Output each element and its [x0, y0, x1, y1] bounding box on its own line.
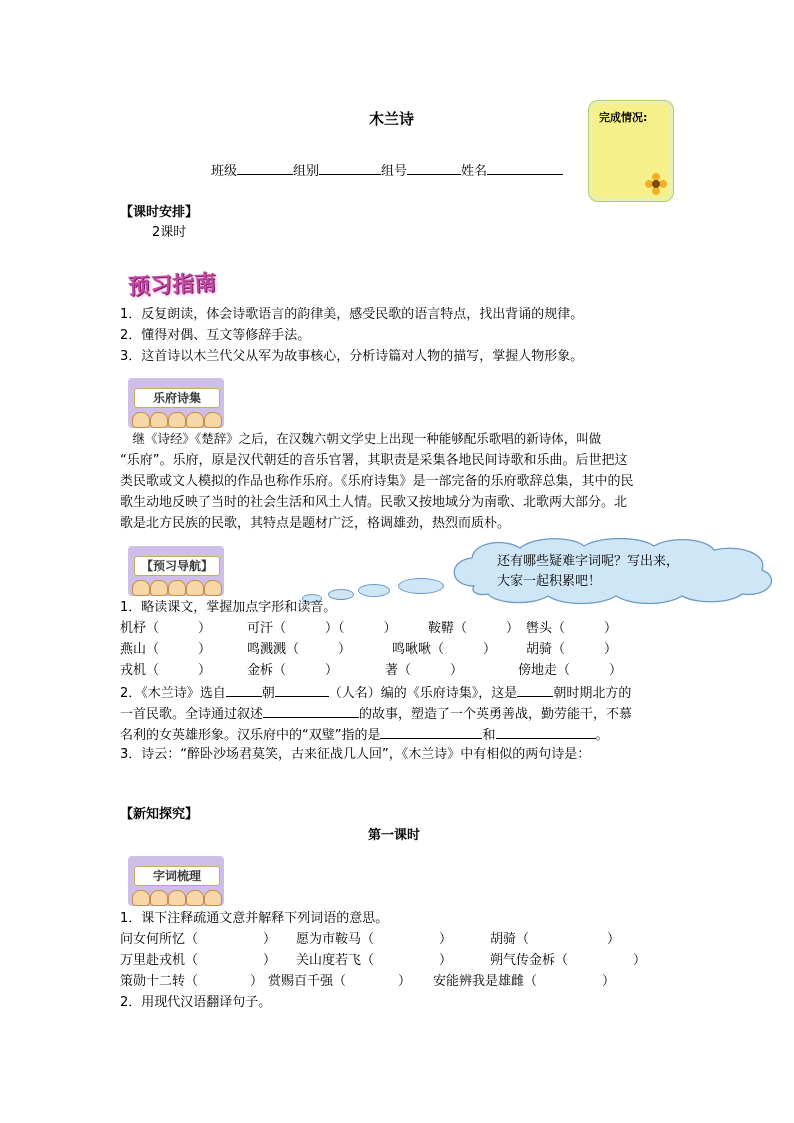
flower-icon	[643, 171, 669, 197]
class-info-line	[211, 160, 563, 182]
pinyin-item[interactable]: 鸣溅溅（ ）	[247, 642, 352, 657]
word-item[interactable]: 胡骑（ ）	[490, 932, 621, 947]
nav-q2-text: 朝时期北方的	[553, 686, 632, 701]
nav-question-2-line2	[120, 703, 632, 725]
class-label: 班级	[211, 164, 238, 179]
nav-q2-text: 朝	[261, 686, 275, 701]
period-blank[interactable]	[517, 682, 553, 697]
cloud-text: 大家一起积累吧！	[497, 574, 602, 589]
word-item[interactable]: 安能辨我是雄雌（ ）	[433, 974, 616, 989]
badge-label: 乐府诗集	[134, 388, 220, 408]
pinyin-item[interactable]: 鞍鞯（ ）	[428, 621, 520, 636]
pinyin-item[interactable]: 胡骑（ ）	[526, 642, 618, 657]
badge-label: 字词梳理	[134, 866, 220, 886]
nav-question-2	[120, 682, 631, 704]
nav-question-3: 3．诗云：“醉卧沙场君莫笑，古来征战几人回”，《木兰诗》中有相似的两句诗是：	[120, 747, 591, 762]
word-item[interactable]: 策勋十二转（ ）	[120, 974, 264, 989]
schedule-value: 2课时	[152, 225, 187, 240]
editor-blank[interactable]	[275, 682, 329, 697]
word-item[interactable]: 问女何所忆（ ）	[120, 932, 277, 947]
words-question-1: 1．课下注释疏通文意并解释下列词语的意思。	[120, 911, 389, 926]
preview-guide-heading: 预习指南	[127, 270, 217, 301]
badge-label: 【预习导航】	[134, 556, 220, 576]
pinyin-item[interactable]: 著（ ）	[385, 663, 464, 678]
schedule-header: 【课时安排】	[120, 205, 199, 220]
thought-dot	[398, 578, 444, 594]
yuefu-paragraph-line: 继《诗经》《楚辞》之后，在汉魏六朝文学史上出现一种能够配乐歌唱的新诗体，叫做	[120, 431, 602, 446]
group-label: 组别	[293, 164, 320, 179]
pinyin-item[interactable]: 鸣啾啾（ ）	[392, 642, 497, 657]
dynasty-blank[interactable]	[226, 682, 262, 697]
goal-item: 1．反复朗读，体会诗歌语言的韵律美，感受民歌的语言特点，找出背诵的规律。	[120, 307, 584, 322]
word-item[interactable]: 关山度若飞（ ）	[296, 953, 453, 968]
group-blank[interactable]	[319, 160, 381, 175]
yuefu-paragraph-line: 歌是北方民族的民歌，其特点是题材广泛，格调雄劲，热烈而质朴。	[120, 516, 511, 531]
nav-q2-text: （人名）编的《乐府诗集》，这是	[328, 686, 518, 701]
pinyin-item[interactable]: 可汗（ ）（ ）	[247, 621, 397, 636]
completion-status-label: 完成情况:	[599, 111, 648, 124]
thought-dot	[358, 584, 390, 597]
nav-q2-text: 2．《木兰诗》选自	[120, 686, 226, 701]
nav-q2-text: 名利的女英雄形象。汉乐府中的“双璧”指的是	[120, 728, 381, 743]
nav-q2-text: 和	[482, 728, 496, 743]
pinyin-item[interactable]: 燕山（ ）	[120, 642, 212, 657]
nav-q2-text: 一首民歌。全诗通过叙述	[120, 707, 264, 722]
cloud-text: 还有哪些疑难字词呢？写出来，	[497, 554, 680, 569]
yuefu-paragraph-line: “乐府”。乐府，原是汉代朝廷的音乐官署，其职责是采集各地民间诗歌和乐曲。后世把这	[120, 453, 628, 468]
pinyin-item[interactable]: 傍地走（ ）	[518, 663, 623, 678]
goal-item: 2．懂得对偶、互文等修辞手法。	[120, 328, 311, 343]
lesson-title: 第一课时	[368, 828, 421, 843]
word-item[interactable]: 愿为市鞍马（ ）	[296, 932, 453, 947]
section-badge-preview-nav	[128, 546, 224, 596]
badge-faces-icon	[128, 890, 224, 906]
pair-blank-1[interactable]	[380, 724, 482, 739]
yuefu-paragraph-line: 歌生动地反映了当时的社会生活和风土人情。民歌又按地域分为南歌、北歌两大部分。北	[120, 495, 628, 510]
class-blank[interactable]	[237, 160, 293, 175]
new-knowledge-header: 【新知探究】	[120, 807, 199, 822]
pinyin-item[interactable]: 金柝（ ）	[247, 663, 339, 678]
nav-question-1: 1．略读课文，掌握加点字形和读音。	[120, 600, 337, 615]
section-badge-words	[128, 856, 224, 906]
name-blank[interactable]	[487, 160, 563, 175]
yuefu-paragraph-line: 类民歌或文人模拟的作品也称作乐府。《乐府诗集》是一部完备的乐府歌辞总集，其中的民	[120, 474, 634, 489]
nav-q2-text: 。	[595, 728, 609, 743]
pinyin-item[interactable]: 机杼（ ）	[120, 621, 212, 636]
word-item[interactable]: 赏赐百千强（ ）	[268, 974, 412, 989]
badge-faces-icon	[128, 580, 224, 596]
group-number-blank[interactable]	[407, 160, 461, 175]
words-question-2: 2．用现代汉语翻译句子。	[120, 995, 272, 1010]
pinyin-item[interactable]: 戎机（ ）	[120, 663, 212, 678]
page-title: 木兰诗	[369, 110, 415, 128]
word-item[interactable]: 万里赴戎机（ ）	[120, 953, 277, 968]
name-label: 姓名	[461, 164, 488, 179]
completion-status-box	[588, 100, 674, 202]
story-blank[interactable]	[263, 703, 359, 718]
badge-faces-icon	[128, 412, 224, 428]
section-badge-yuefu	[128, 378, 224, 428]
word-item[interactable]: 朔气传金柝（ ）	[490, 953, 647, 968]
nav-q2-text: 的故事，塑造了一个英勇善战，勤劳能干，不慕	[359, 707, 633, 722]
group-number-label: 组号	[381, 164, 408, 179]
pair-blank-2[interactable]	[496, 724, 596, 739]
pinyin-item[interactable]: 辔头（ ）	[526, 621, 618, 636]
nav-question-2-line3	[120, 724, 609, 746]
goal-item: 3．这首诗以木兰代父从军为故事核心，分析诗篇对人物的描写，掌握人物形象。	[120, 349, 584, 364]
